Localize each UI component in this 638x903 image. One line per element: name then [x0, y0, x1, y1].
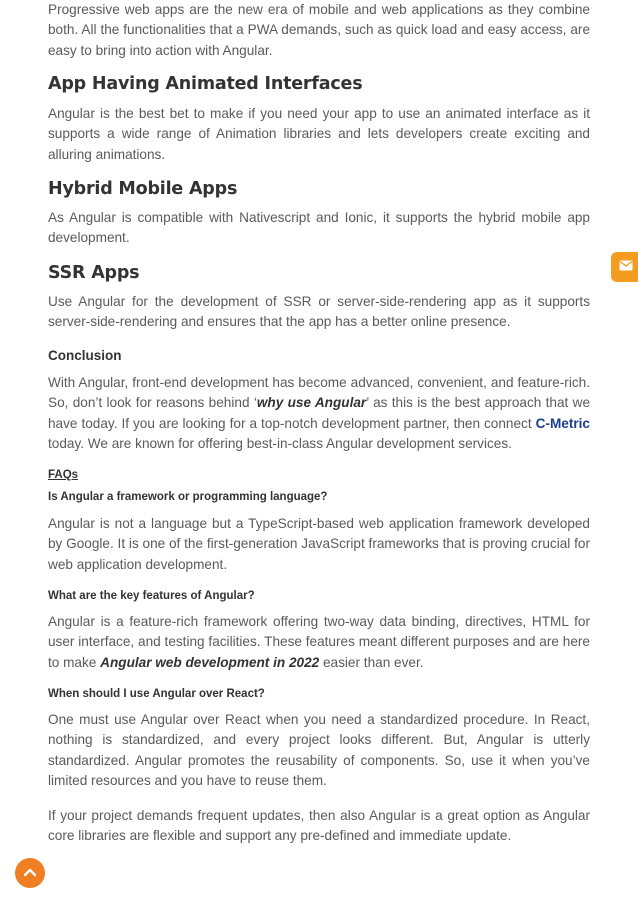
section-heading: SSR Apps [48, 263, 140, 283]
scroll-to-top-button[interactable] [15, 858, 45, 888]
section-heading: Hybrid Mobile Apps [48, 179, 238, 199]
conclusion-text-part: today. We are known for offering best-in-class Angular development services. [48, 435, 512, 451]
section-ssr-paragraph-wrap [48, 292, 590, 333]
section-ssr-apps [48, 263, 590, 283]
faq-answer-1-wrap [48, 514, 590, 575]
section-paragraph: Use Angular for the development of SSR or server-side-rendering app as it supports server-side-rendering and ensures that the app has a better online presence. [48, 294, 590, 330]
why-use-angular-emphasis: why use Angular [256, 395, 367, 411]
conclusion-text-part: ’ as this is the best approach that we have today. If you are looking for a top-notch development partner, then connect [48, 395, 591, 431]
intro-section [48, 0, 590, 61]
intro-paragraph: Progressive web apps are the new era of mobile and web applications as they combine both. All the functionalities that a PWA demands, such as quick load and easy access, are easy to bring into action with Angular. [48, 2, 590, 58]
section-animated-interfaces [48, 74, 590, 94]
faq-answer: One must use Angular over React when you need a standardized procedure. In React, nothing is standardized, and every project looks different. But, Angular is utterly standardized. Angular promotes the reusability of components. So, use it when you’ve limited resources and you have to reuse them. [48, 712, 590, 788]
faq-answer-2-wrap [48, 612, 590, 673]
angular-web-development-emphasis: Angular web development in 2022 [100, 654, 320, 670]
conclusion-paragraph-wrap [48, 373, 590, 454]
faq-question: Is Angular a framework or programming language? [48, 491, 328, 503]
envelope-icon [619, 258, 633, 276]
faq-question: When should I use Angular over React? [48, 688, 265, 700]
c-metric-link[interactable]: C-Metric [535, 415, 590, 431]
faq-question-1-wrap [48, 491, 590, 503]
faqs-heading: FAQs [48, 469, 79, 481]
conclusion-text-part: With Angular, front-end development has become advanced, convenient, and feature-rich. So, don’t look for reasons behind ‘ [48, 375, 590, 411]
faq-question-2-wrap [48, 590, 590, 602]
faq-answer: If your project demands frequent updates, then also Angular is a great option as Angular core libraries are flexible and support any pre-defined and immediate update. [48, 808, 590, 844]
section-heading: App Having Animated Interfaces [48, 74, 363, 94]
faq-answer [48, 612, 590, 673]
section-animated-paragraph-wrap [48, 104, 590, 165]
section-hybrid-apps [48, 179, 590, 199]
contact-mail-button[interactable] [611, 252, 638, 282]
faqs-section [48, 469, 590, 481]
faq-answer-3-wrap [48, 710, 590, 791]
faq-question: What are the key features of Angular? [48, 590, 255, 602]
section-hybrid-paragraph-wrap [48, 208, 590, 249]
faq-answer-3b-wrap [48, 806, 590, 847]
conclusion-section [48, 348, 590, 363]
faq-answer-text-part: easier than ever. [319, 654, 424, 670]
chevron-up-icon [23, 864, 37, 882]
faq-question-3-wrap [48, 688, 590, 700]
section-paragraph: As Angular is compatible with Nativescript and Ionic, it supports the hybrid mobile app development. [48, 210, 590, 246]
faq-answer: Angular is not a language but a TypeScript-based web application framework developed by Google. It is one of the first-generation JavaScript frameworks that is proving crucial for web application development. [48, 516, 590, 572]
faq-answer-text-part: Angular is a feature-rich framework offering two-way data binding, directives, HTML for user interface, and testing facilities. These features meant different purposes and are here to make [48, 614, 590, 670]
section-paragraph: Angular is the best bet to make if you need your app to use an animated interface as it supports a wide range of Animation libraries and lets developers create exciting and alluring animations. [48, 106, 590, 162]
conclusion-heading: Conclusion [48, 348, 122, 363]
conclusion-paragraph [48, 373, 590, 454]
